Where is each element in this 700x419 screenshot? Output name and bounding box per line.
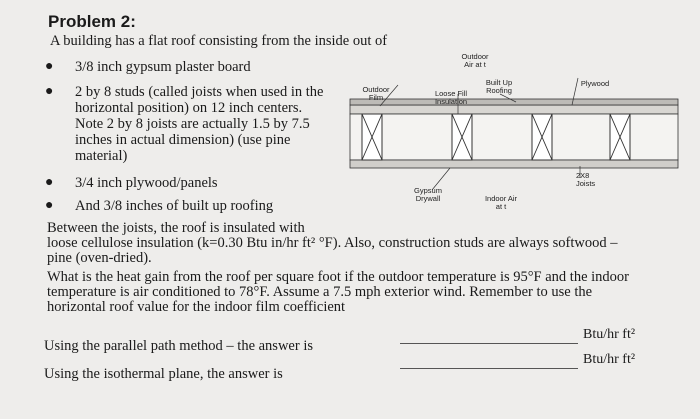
- label-joists: 2X8 Joists: [576, 171, 596, 188]
- bullet-text: 3/4 inch plywood/panels: [75, 175, 218, 191]
- paragraph-line: temperature is air conditioned to 78°F. Assume a 7.5 mph exterior wind. Remember to use the: [47, 284, 593, 300]
- question-paragraph: [47, 270, 659, 315]
- label-indoor-air: Indoor Air at t: [484, 194, 518, 211]
- joist: [362, 114, 382, 160]
- label-plywood: Plywood: [580, 79, 610, 88]
- bullet-dot: ●: [45, 198, 54, 213]
- paragraph-line: horizontal roof value for the indoor film coefficient: [47, 299, 346, 315]
- isothermal-plane-label: Using the isothermal plane, the answer is: [44, 366, 283, 382]
- bullet-line: Note 2 by 8 joists are actually 1.5 by 7.5: [75, 116, 310, 132]
- bullet-dot: ●: [45, 59, 54, 74]
- joist: [452, 114, 472, 160]
- drywall-layer: [350, 160, 678, 168]
- parallel-path-label: Using the parallel path method – the answer is: [44, 338, 313, 354]
- bullet-text: And 3/8 inches of built up roofing: [75, 198, 274, 214]
- label-gypsum-drywall: Gypsum Drywall: [414, 186, 442, 203]
- parallel-path-answer-blank[interactable]: [400, 343, 578, 344]
- paragraph-line: What is the heat gain from the roof per square foot if the outdoor temperature is 95°F and the indoor: [47, 269, 630, 285]
- bullet-text: 3/8 inch gypsum plaster board: [75, 59, 251, 75]
- joist: [610, 114, 630, 160]
- problem-intro: A building has a flat roof consisting from the inside out of: [50, 33, 388, 49]
- roofing-layer: [350, 99, 678, 105]
- problem-title: Problem 2:: [48, 12, 136, 31]
- bullet-item: [45, 59, 251, 75]
- bullet-line: horizontal position) on 12 inch centers.: [75, 100, 303, 116]
- paragraph-line: Between the joists, the roof is insulated with: [47, 220, 305, 236]
- isothermal-plane-unit: Btu/hr ft²: [583, 352, 636, 367]
- label-built-up-roofing: Built Up Roofing: [485, 78, 513, 95]
- bullet-item: [45, 198, 274, 214]
- bullet-line: 2 by 8 studs (called joists when used in the: [75, 84, 324, 100]
- bullet-dot: ●: [45, 84, 54, 99]
- plywood-layer: [350, 105, 678, 114]
- joist: [532, 114, 552, 160]
- bullet-item: [45, 175, 218, 191]
- bullet-line: inches in actual dimension) (use pine: [75, 132, 291, 148]
- label-loose-fill: Loose Fill Insulation: [434, 89, 468, 106]
- bullet-line: material): [75, 148, 128, 164]
- bullet-item: [45, 84, 340, 164]
- label-outdoor-film: Outdoor Film: [362, 85, 390, 102]
- paragraph-line: pine (oven-dried).: [47, 250, 152, 266]
- bullet-dot: ●: [45, 175, 54, 190]
- insulation-paragraph: [47, 221, 667, 266]
- label-outdoor-air: Outdoor Air at t: [461, 52, 489, 69]
- paragraph-line: loose cellulose insulation (k=0.30 Btu in/hr ft² °F). Also, construction studs are always softwood –: [47, 235, 618, 251]
- parallel-path-unit: Btu/hr ft²: [583, 327, 636, 342]
- isothermal-plane-answer-blank[interactable]: [400, 368, 578, 369]
